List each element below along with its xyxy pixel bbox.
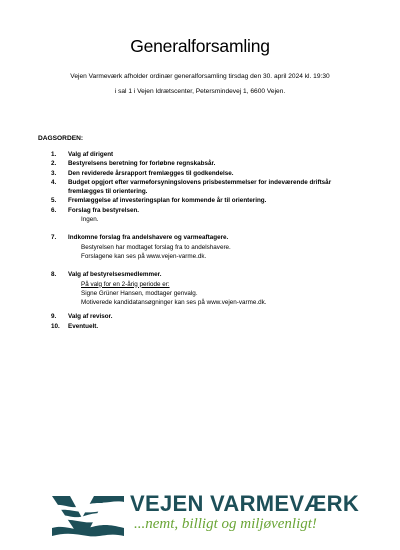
agenda-number: 4. [51, 178, 57, 186]
vejen-varmevaerk-logo [52, 491, 360, 541]
agenda-label: Eventuelt. [68, 322, 99, 330]
agenda-label: Fremlæggelse af investeringsplan for kommende år til orientering. [68, 197, 267, 205]
agenda-number: 6. [51, 206, 57, 214]
agenda-item [38, 322, 368, 331]
page-title: Generalforsamling [130, 36, 270, 56]
agenda-number: 2. [51, 160, 57, 168]
agenda-subtext: Ingen. [81, 216, 99, 224]
agenda-item [38, 312, 368, 321]
agenda-number: 8. [51, 271, 57, 279]
agenda-subheading: På valg for en 2-årig periode er: [81, 280, 170, 288]
agenda-number: 5. [51, 197, 57, 205]
agenda-item [38, 169, 368, 178]
agenda-label: Valg af dirigent [68, 151, 114, 158]
agenda-item [38, 270, 368, 307]
agenda-number: 3. [51, 169, 57, 177]
intro-line-1: Vejen Varmeværk afholder ordinær generalforsamling tirsdag den 30. april 2024 kl. 19:30 [70, 73, 330, 80]
agenda-item [38, 233, 368, 261]
agenda-item [38, 196, 368, 205]
agenda-item [38, 150, 368, 159]
agenda-label: Valg af bestyrelsesmedlemmer. [68, 271, 162, 279]
agenda-number: 7. [51, 234, 57, 242]
brand-tagline: ...nemt, billigt og miljøvenligt! [134, 516, 317, 532]
agenda-number: 10. [51, 322, 60, 330]
agenda-label: Bestyrelsens beretning for forløbne regnskabsår. [68, 160, 216, 168]
wave-emblem-icon [52, 492, 124, 540]
agenda-item [38, 159, 368, 168]
agenda-label: Budget opgjort efter varmeforsyningslovens prisbestemmelser for indeværende driftsår [68, 178, 332, 186]
agenda-heading: DAGSORDEN: [38, 135, 84, 142]
agenda-label: Forslag fra bestyrelsen. [68, 206, 140, 214]
agenda-number: 1. [51, 151, 57, 158]
agenda-label-cont: fremlægges til orientering. [68, 188, 148, 196]
intro-line-2: i sal 1 i Vejen Idrætscenter, Petersmindevej 1, 6600 Vejen. [114, 88, 286, 95]
agenda-label: Valg af revisor. [68, 313, 113, 321]
agenda-subtext: Motiverede kandidatansøgninger kan ses på www.vejen-varme.dk. [81, 299, 267, 307]
agenda-subtext: Forslagene kan ses på www.vejen-varme.dk. [81, 252, 207, 260]
agenda-subtext: Bestyrelsen har modtaget forslag fra to andelshavere. [81, 243, 231, 251]
agenda-label: Den reviderede årsrapport fremlægges til godkendelse. [68, 169, 234, 177]
agenda-label: Indkomne forslag fra andelshavere og varmeaftagere. [68, 234, 229, 242]
agenda-number: 9. [51, 313, 57, 321]
agenda-list [38, 150, 368, 331]
brand-name: VEJEN VARMEVÆRK [130, 491, 360, 516]
agenda-item [38, 178, 368, 197]
agenda-subtext: Signe Grüner Hansen, modtager genvalg. [81, 289, 198, 297]
agenda-item [38, 206, 368, 225]
